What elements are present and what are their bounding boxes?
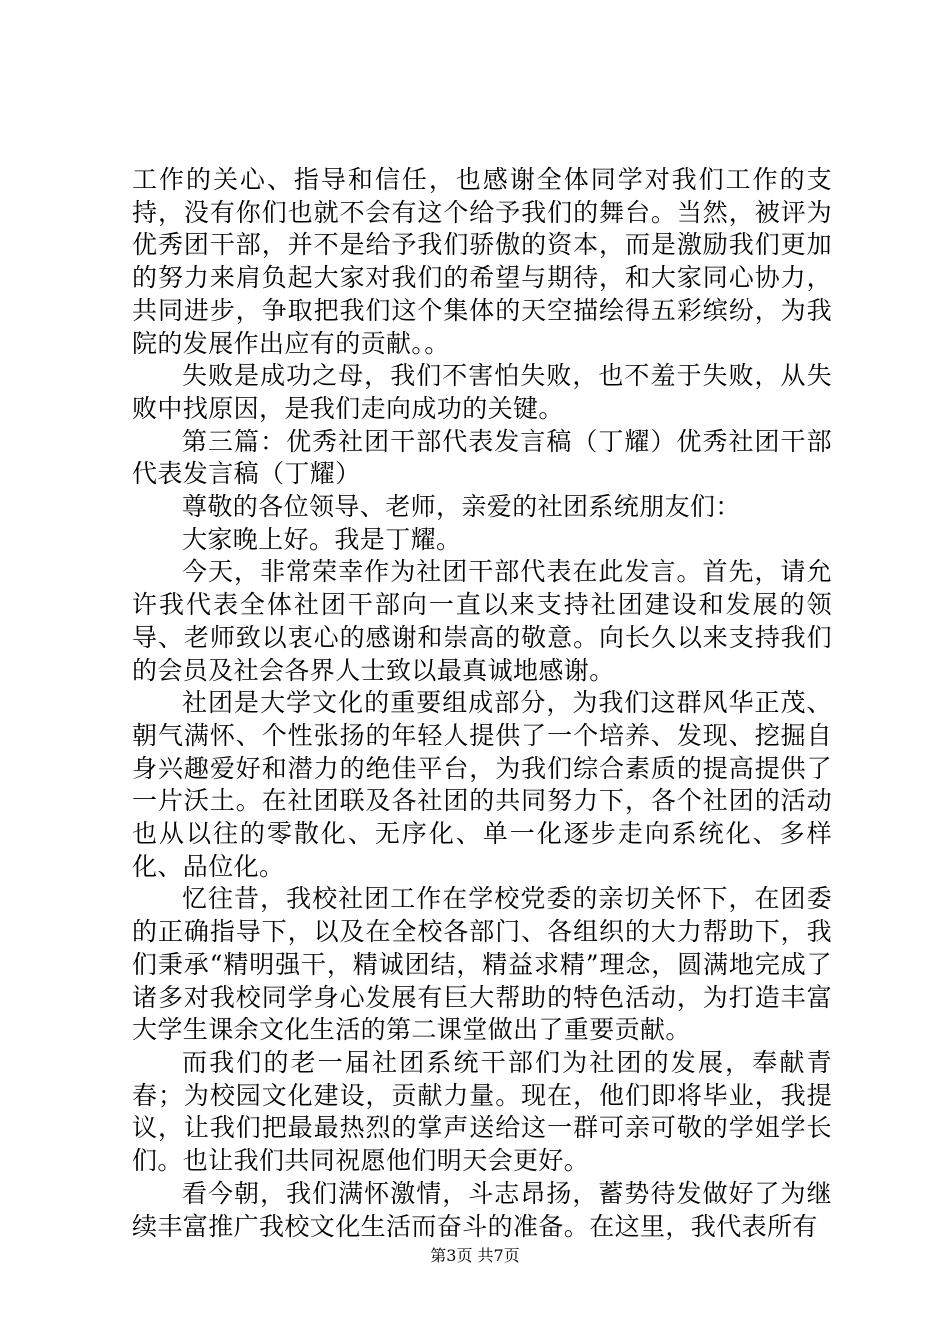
salutation: 尊敬的各位领导、老师，亲爱的社团系统朋友们： <box>182 492 741 522</box>
greeting: 大家晚上好。我是丁耀。 <box>182 524 462 554</box>
paragraph: 失败是成功之母，我们不害怕失败，也不羞于失败，从失败中找原因，是我们走向成功的关键。 <box>132 361 832 423</box>
paragraph: 今天，非常荣幸作为社团干部代表在此发言。首先，请允许我代表全体社团干部向一直以来支持社团建设和发展的领导、老师致以衷心的感谢和崇高的敬意。向长久以来支持我们的会员及社会各界人士致以最真诚地感谢。 <box>132 557 832 685</box>
paragraph: 工作的关心、指导和信任，也感谢全体同学对我们工作的支持，没有你们也就不会有这个给予我们的舞台。当然，被评为优秀团干部，并不是给予我们骄傲的资本，而是激励我们更加的努力来肩负起大家对我们的希望与期待，和大家同心协力，共同进步，争取把我们这个集体的天空描绘得五彩缤纷，为我院的发展作出应有的贡献。。 <box>132 165 832 358</box>
paragraph: 忆往昔，我校社团工作在学校党委的亲切关怀下，在团委的正确指导下，以及在全校各部门、各组织的大力帮助下，我们秉承“精明强干，精诚团结，精益求精”理念，圆满地完成了诸多对我校同学身心发展有巨大帮助的特色活动，为打造丰富大学生课余文化生活的第二课堂做出了重要贡献。 <box>132 884 832 1045</box>
paragraph: 看今朝，我们满怀激情，斗志昂扬，蓄势待发做好了为继续丰富推广我校文化生活而奋斗的准备。在这里，我代表所有 <box>132 1178 832 1241</box>
page-number: 第3页 共7页 <box>430 1246 520 1265</box>
document-body <box>132 164 832 1243</box>
paragraph: 社团是大学文化的重要组成部分，为我们这群风华正茂、朝气满怀、个性张扬的年轻人提供了一个培养、发现、挖掘自身兴趣爱好和潜力的绝佳平台，为我们综合素质的提高提供了一片沃土。在社团联及各社团的共同努力下，各个社团的活动也从以往的零散化、无序化、单一化逐步走向系统化、多样化、品位化。 <box>132 688 832 881</box>
section-heading: 第三篇：优秀社团干部代表发言稿（丁耀）优秀社团干部代表发言稿（丁耀） <box>132 426 832 489</box>
paragraph: 而我们的老一届社团系统干部们为社团的发展，奉献青春；为校园文化建设，贡献力量。现在，他们即将毕业，我提议，让我们把最最热烈的掌声送给这一群可亲可敬的学姐学长们。也让我们共同祝愿他们明天会更好。 <box>132 1047 832 1176</box>
